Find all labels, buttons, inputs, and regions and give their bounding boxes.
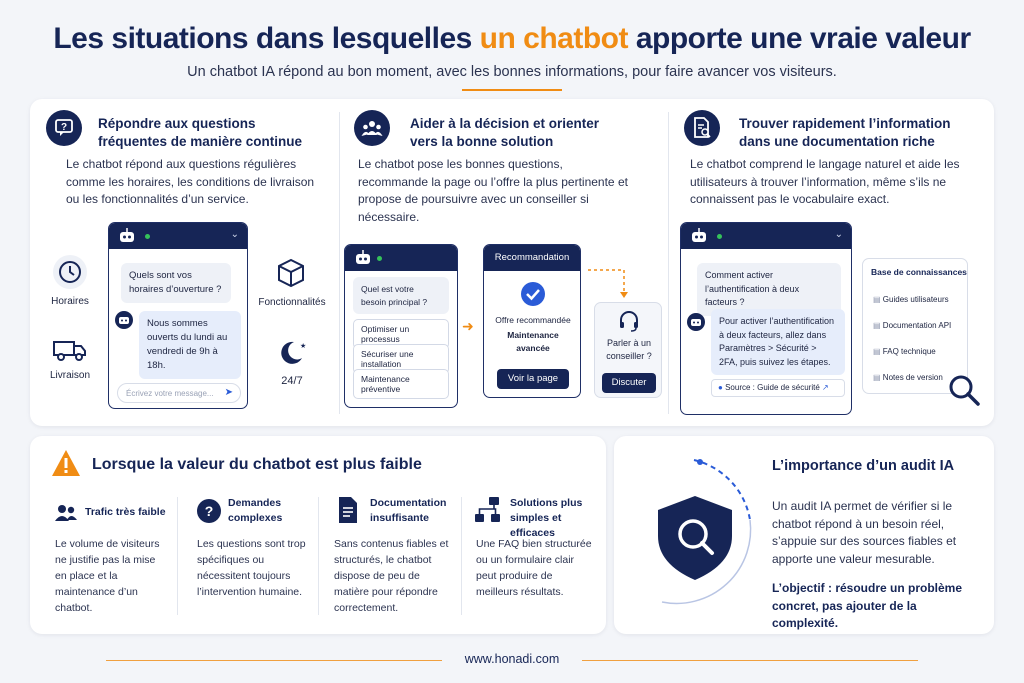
- kb-item[interactable]: ▤ Guides utilisateurs: [873, 295, 949, 304]
- bot-answer-bubble: Nous sommes ouverts du lundi au vendredi de 9h à 18h.: [139, 311, 241, 379]
- headset-icon: [617, 309, 641, 338]
- issue-title: Documentation insuffisante: [370, 497, 447, 524]
- document-icon: [337, 496, 359, 524]
- option-button[interactable]: Optimiser un processus: [353, 319, 449, 349]
- bot-answer-bubble: Pour activer l’authentification à deux facteurs, allez dans Paramètres > Sécurité > 2FA, puis suivez les étapes.: [711, 309, 845, 375]
- message-input-placeholder: Écrivez votre message...: [126, 389, 214, 398]
- robot-avatar-icon: [115, 311, 133, 329]
- audit-conclusion: L’objectif : résoudre un problème concret, pas ajouter de la complexité.: [772, 581, 963, 630]
- option-button[interactable]: Sécuriser une installation: [353, 344, 449, 374]
- column-divider: [668, 112, 669, 414]
- issue-title: Solutions plus simples et efficaces: [510, 497, 583, 539]
- chevron-down-icon[interactable]: ⌄: [230, 229, 239, 240]
- svg-text:?: ?: [60, 122, 68, 133]
- shield-search-icon: [632, 456, 758, 616]
- column-divider: [461, 497, 462, 615]
- chat-window-docs: [680, 222, 852, 415]
- recommended-offer-label: Offre recommandée: [495, 315, 571, 325]
- user-question-bubble: Quels sont vos horaires d’ouverture ?: [121, 263, 231, 303]
- online-status-dot: [717, 234, 722, 239]
- recommendation-header: Recommandation: [484, 245, 580, 271]
- chat-header: [109, 223, 247, 249]
- bot-question-bubble: Quel est votre besoin principal ?: [353, 277, 449, 314]
- section2-title: Aider à la décision et orienter vers la bonne solution: [410, 116, 600, 149]
- svg-text:★: ★: [300, 343, 306, 350]
- message-input[interactable]: [117, 383, 241, 403]
- issue-title: Demandes complexes: [228, 497, 283, 524]
- send-icon[interactable]: ➤: [224, 387, 233, 398]
- audit-title: L’importance d’un audit IA: [772, 458, 955, 474]
- svg-text:?: ?: [204, 503, 214, 519]
- question-circle-icon: [196, 498, 222, 524]
- kb-item[interactable]: ▤ Documentation API: [873, 321, 952, 330]
- section3-description: Le chatbot comprend le langage naturel et aide les utilisateurs à trouver l’information, même s’ils ne connaissent pas le vocabulaire exact.: [690, 157, 960, 206]
- low-value-title: Lorsque la valeur du chatbot est plus faible: [92, 456, 422, 473]
- kb-item[interactable]: ▤ FAQ technique: [873, 347, 936, 356]
- magnifier-icon: [946, 372, 982, 408]
- chevron-down-icon[interactable]: ⌄: [834, 229, 843, 240]
- online-status-dot: [377, 256, 382, 261]
- advisor-prompt: Parler à un conseiller ?: [606, 338, 652, 361]
- discuss-button[interactable]: Discuter: [602, 373, 656, 393]
- page-subtitle: Un chatbot IA répond au bon moment, avec les bonnes informations, pour faire avancer vos visiteurs.: [187, 64, 837, 80]
- section1-description: Le chatbot répond aux questions régulières comme les horaires, les conditions de livraison ou les fonctionnalités d’un service.: [66, 157, 315, 206]
- warning-icon: [50, 448, 82, 478]
- column-divider: [177, 497, 178, 615]
- subtitle-divider: [462, 89, 562, 91]
- moon-icon: [276, 338, 306, 373]
- external-link-icon: ↗: [822, 383, 829, 392]
- clock-icon: [52, 254, 88, 295]
- horaires-label: Horaires: [51, 296, 89, 307]
- fonctionnalites-label: Fonctionnalités: [258, 297, 326, 308]
- chat-header: [345, 245, 457, 271]
- knowledge-base-title: Base de connaissances: [871, 267, 967, 277]
- chat-header: [681, 223, 851, 249]
- recommended-offer-name: Maintenance avancée: [507, 330, 559, 353]
- robot-icon: [689, 227, 709, 245]
- page-title: Les situations dans lesquelles un chatbot apporte une vraie valeur: [53, 22, 971, 55]
- issue-description: Les questions sont trop spécifiques ou nécessitent toujours l’intervention humaine.: [197, 538, 306, 598]
- people-icon: [354, 110, 390, 146]
- footer-url[interactable]: www.honadi.com: [464, 652, 560, 666]
- user-question-bubble: Comment activer l’authentification à deux facteurs ?: [697, 263, 841, 316]
- arrow-right-icon: ➜: [462, 318, 474, 334]
- section1-title: Répondre aux questions fréquentes de manière continue: [98, 116, 303, 149]
- advisor-panel: [594, 302, 662, 398]
- option-button[interactable]: Maintenance préventive: [353, 369, 449, 399]
- robot-icon: [117, 227, 137, 245]
- robot-avatar-icon: [687, 313, 705, 331]
- document-icon: ▤: [873, 295, 881, 304]
- source-link[interactable]: ● Source : Guide de sécurité ↗: [711, 379, 845, 397]
- document-icon: ▤: [873, 347, 881, 356]
- section2-description: Le chatbot pose les bonnes questions, recommande la page ou l’offre la plus pertinente et propose de poursuivre avec un conseiller si nécessaire.: [358, 157, 628, 224]
- issue-description: Sans contenus fiables et structurés, le chatbot dispose de peu de matière pour répondre correctement.: [334, 538, 449, 614]
- column-divider: [339, 112, 340, 414]
- always-available-label: 24/7: [281, 375, 303, 387]
- check-circle-icon: [520, 281, 546, 312]
- pin-icon: ●: [718, 383, 723, 392]
- issue-title: Trafic très faible: [85, 506, 166, 518]
- view-page-button[interactable]: Voir la page: [497, 369, 569, 389]
- flowchart-icon: [474, 496, 502, 524]
- issue-description: Une FAQ bien structurée ou un formulaire clair peut produire de meilleurs résultats.: [476, 538, 592, 598]
- document-icon: ▤: [873, 373, 881, 382]
- truck-icon: [52, 334, 88, 369]
- users-icon: [54, 503, 78, 523]
- dashed-arrow-icon: [586, 266, 632, 300]
- robot-icon: [353, 249, 373, 267]
- box-icon: [274, 256, 308, 295]
- recommendation-panel: [483, 244, 581, 398]
- question-bubble-icon: [46, 110, 82, 146]
- title-highlight: un chatbot: [479, 22, 628, 55]
- document-search-icon: [684, 110, 720, 146]
- chat-window-decision: [344, 244, 458, 408]
- kb-item[interactable]: ▤ Notes de version: [873, 373, 943, 382]
- chat-window-faq: [108, 222, 248, 409]
- issue-description: Le volume de visiteurs ne justifie pas la mise en place et la maintenance d’un chatbot.: [55, 538, 160, 614]
- livraison-label: Livraison: [49, 370, 91, 381]
- column-divider: [318, 497, 319, 615]
- audit-description: Un audit IA permet de vérifier si le chatbot répond à un besoin réel, s’appuie sur des sources fiables et apporte une valeur mesurable.: [772, 499, 957, 566]
- section3-title: Trouver rapidement l’information dans une documentation riche: [739, 116, 951, 149]
- document-icon: ▤: [873, 321, 881, 330]
- online-status-dot: [145, 234, 150, 239]
